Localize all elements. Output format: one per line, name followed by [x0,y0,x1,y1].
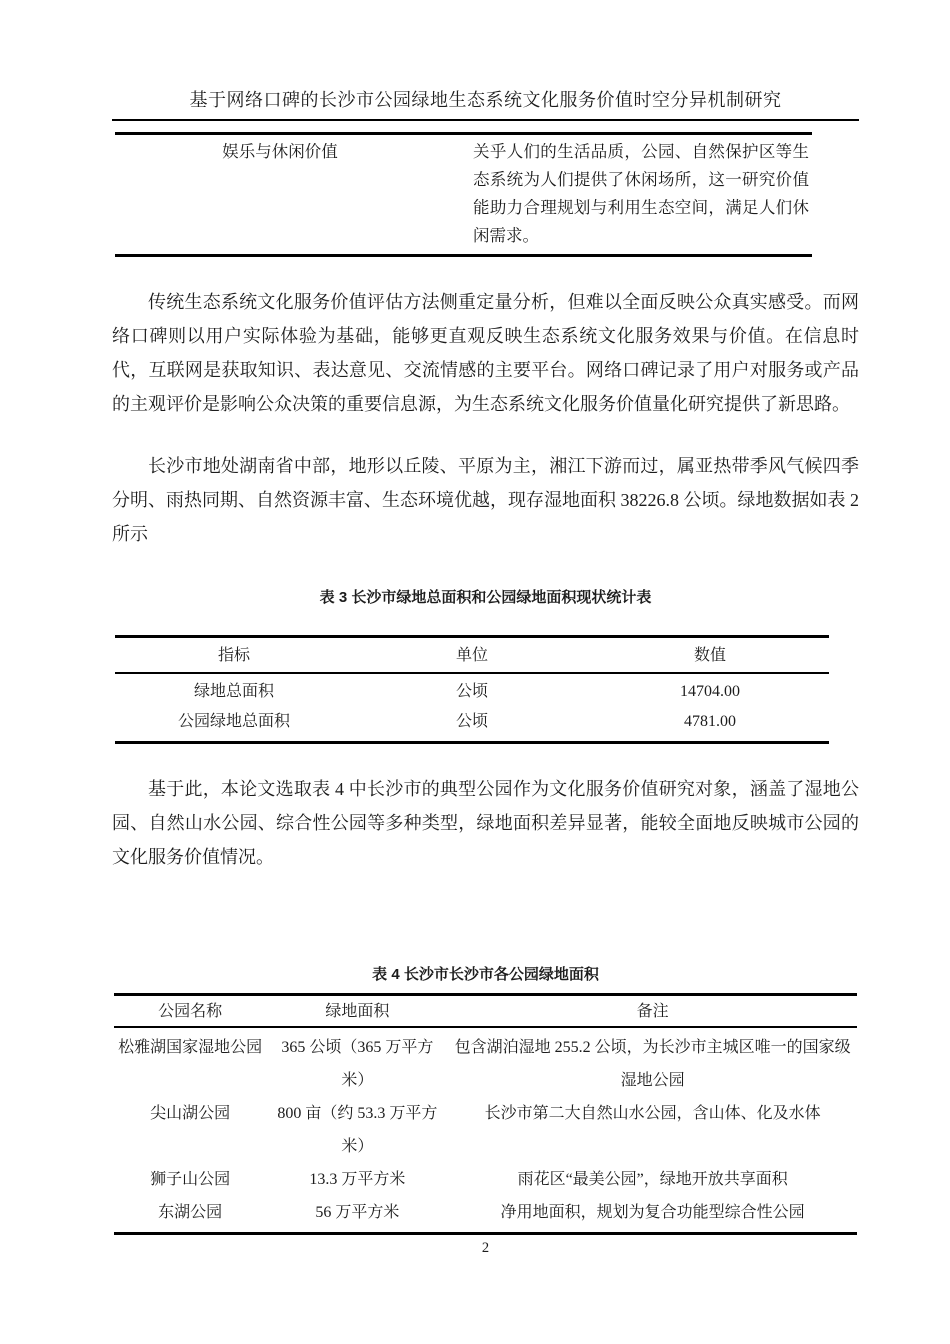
value-description-cell: 关乎人们的生活品质，公园、自然保护区等生态系统为人们提供了休闲场所，这一研究价值能助力合理规划与利用生态空间，满足人们休闲需求。 [473,142,809,245]
table4-cell-green-area: 800 亩（约 53.3 万平方米） [277,1105,438,1155]
table4-cell-park-name: 狮子山公园 [150,1171,231,1188]
page-content [112,0,859,1258]
table-row [114,1097,857,1163]
table3-cell-indicator: 公园绿地总面积 [177,713,290,730]
table-row [114,1027,857,1097]
table3-cell-value: 4781.00 [684,713,736,730]
paragraph-park-selection: 基于此，本论文选取表 4 中长沙市的典型公园作为文化服务价值研究对象，涵盖了湿地公园、自然山水公园、综合性公园等多种类型，绿地面积差异显著，能较全面地反映城市公园的文化服务价值情况。 [112,779,859,867]
page-header-title: 基于网络口碑的长沙市公园绿地生态系统文化服务价值时空分异机制研究 [189,90,782,110]
paragraph-online-review-method: 传统生态系统文化服务价值评估方法侧重定量分析，但难以全面反映公众真实感受。而网络口碑则以用户实际体验为基础，能够更直观反映生态系统文化服务效果与价值。在信息时代，互联网是获取知识、表达意见、交流情感的主要平台。网络口碑记录了用户对服务或产品的主观评价是影响公众决策的重要信息源，为生态系统文化服务价值量化研究提供了新思路。 [112,292,859,414]
header-rule [112,119,859,121]
table-row [115,707,829,743]
paragraph-changsha-overview: 长沙市地处湖南省中部，地形以丘陵、平原为主，湘江下游而过，属亚热带季风气候四季分明、雨热同期、自然资源丰富、生态环境优越，现存湿地面积 38226.8 公顷。绿地数据如表 2 所示 [112,456,859,544]
cultural-service-value-table-fragment [115,132,812,257]
table4-cell-note: 长沙市第二大自然山水公园，含山体、化及水体 [484,1105,821,1122]
table4-cell-note: 雨花区“最美公园”，绿地开放共享面积 [517,1171,788,1188]
table3-cell-indicator: 绿地总面积 [193,683,274,700]
table4-cell-park-name: 尖山湖公园 [150,1105,231,1122]
table3-green-area-stats [115,635,829,744]
table3-cell-value: 14704.00 [680,683,740,700]
table4-cell-green-area: 56 万平方米 [315,1204,400,1221]
table4-cell-green-area: 365 公顷（365 万平方米） [281,1039,434,1089]
table3-header-row [115,637,829,674]
table3-caption: 表 3 长沙市绿地总面积和公园绿地面积现状统计表 [319,589,652,606]
table3-cell-unit: 公顷 [455,713,488,730]
table4-cell-note: 包含湖泊湿地 255.2 公顷，为长沙市主城区唯一的国家级湿地公园 [454,1039,851,1089]
table3-header-indicator: 指标 [217,647,250,664]
table3-cell-unit: 公顷 [455,683,488,700]
table4-header-row [114,995,857,1028]
table4-cell-park-name: 松雅湖国家湿地公园 [118,1039,263,1056]
table3-header-unit: 单位 [455,647,488,664]
table4-cell-park-name: 东湖公园 [158,1204,223,1221]
table-row [115,673,829,707]
table3-header-value: 数值 [693,647,726,664]
table4-caption: 表 4 长沙市长沙市各公园绿地面积 [372,966,599,983]
table4-cell-green-area: 13.3 万平方米 [309,1171,406,1188]
table-row [114,1196,857,1234]
page-number: 2 [481,1240,490,1256]
table4-park-green-areas [114,993,857,1235]
table4-header-park-name: 公园名称 [158,1003,223,1020]
value-type-cell: 娱乐与休闲价值 [222,142,338,161]
table4-header-green-area: 绿地面积 [325,1003,390,1020]
table-row [114,1163,857,1196]
table4-cell-note: 净用地面积，规划为复合功能型综合性公园 [500,1204,805,1221]
table4-header-note: 备注 [636,1003,669,1020]
